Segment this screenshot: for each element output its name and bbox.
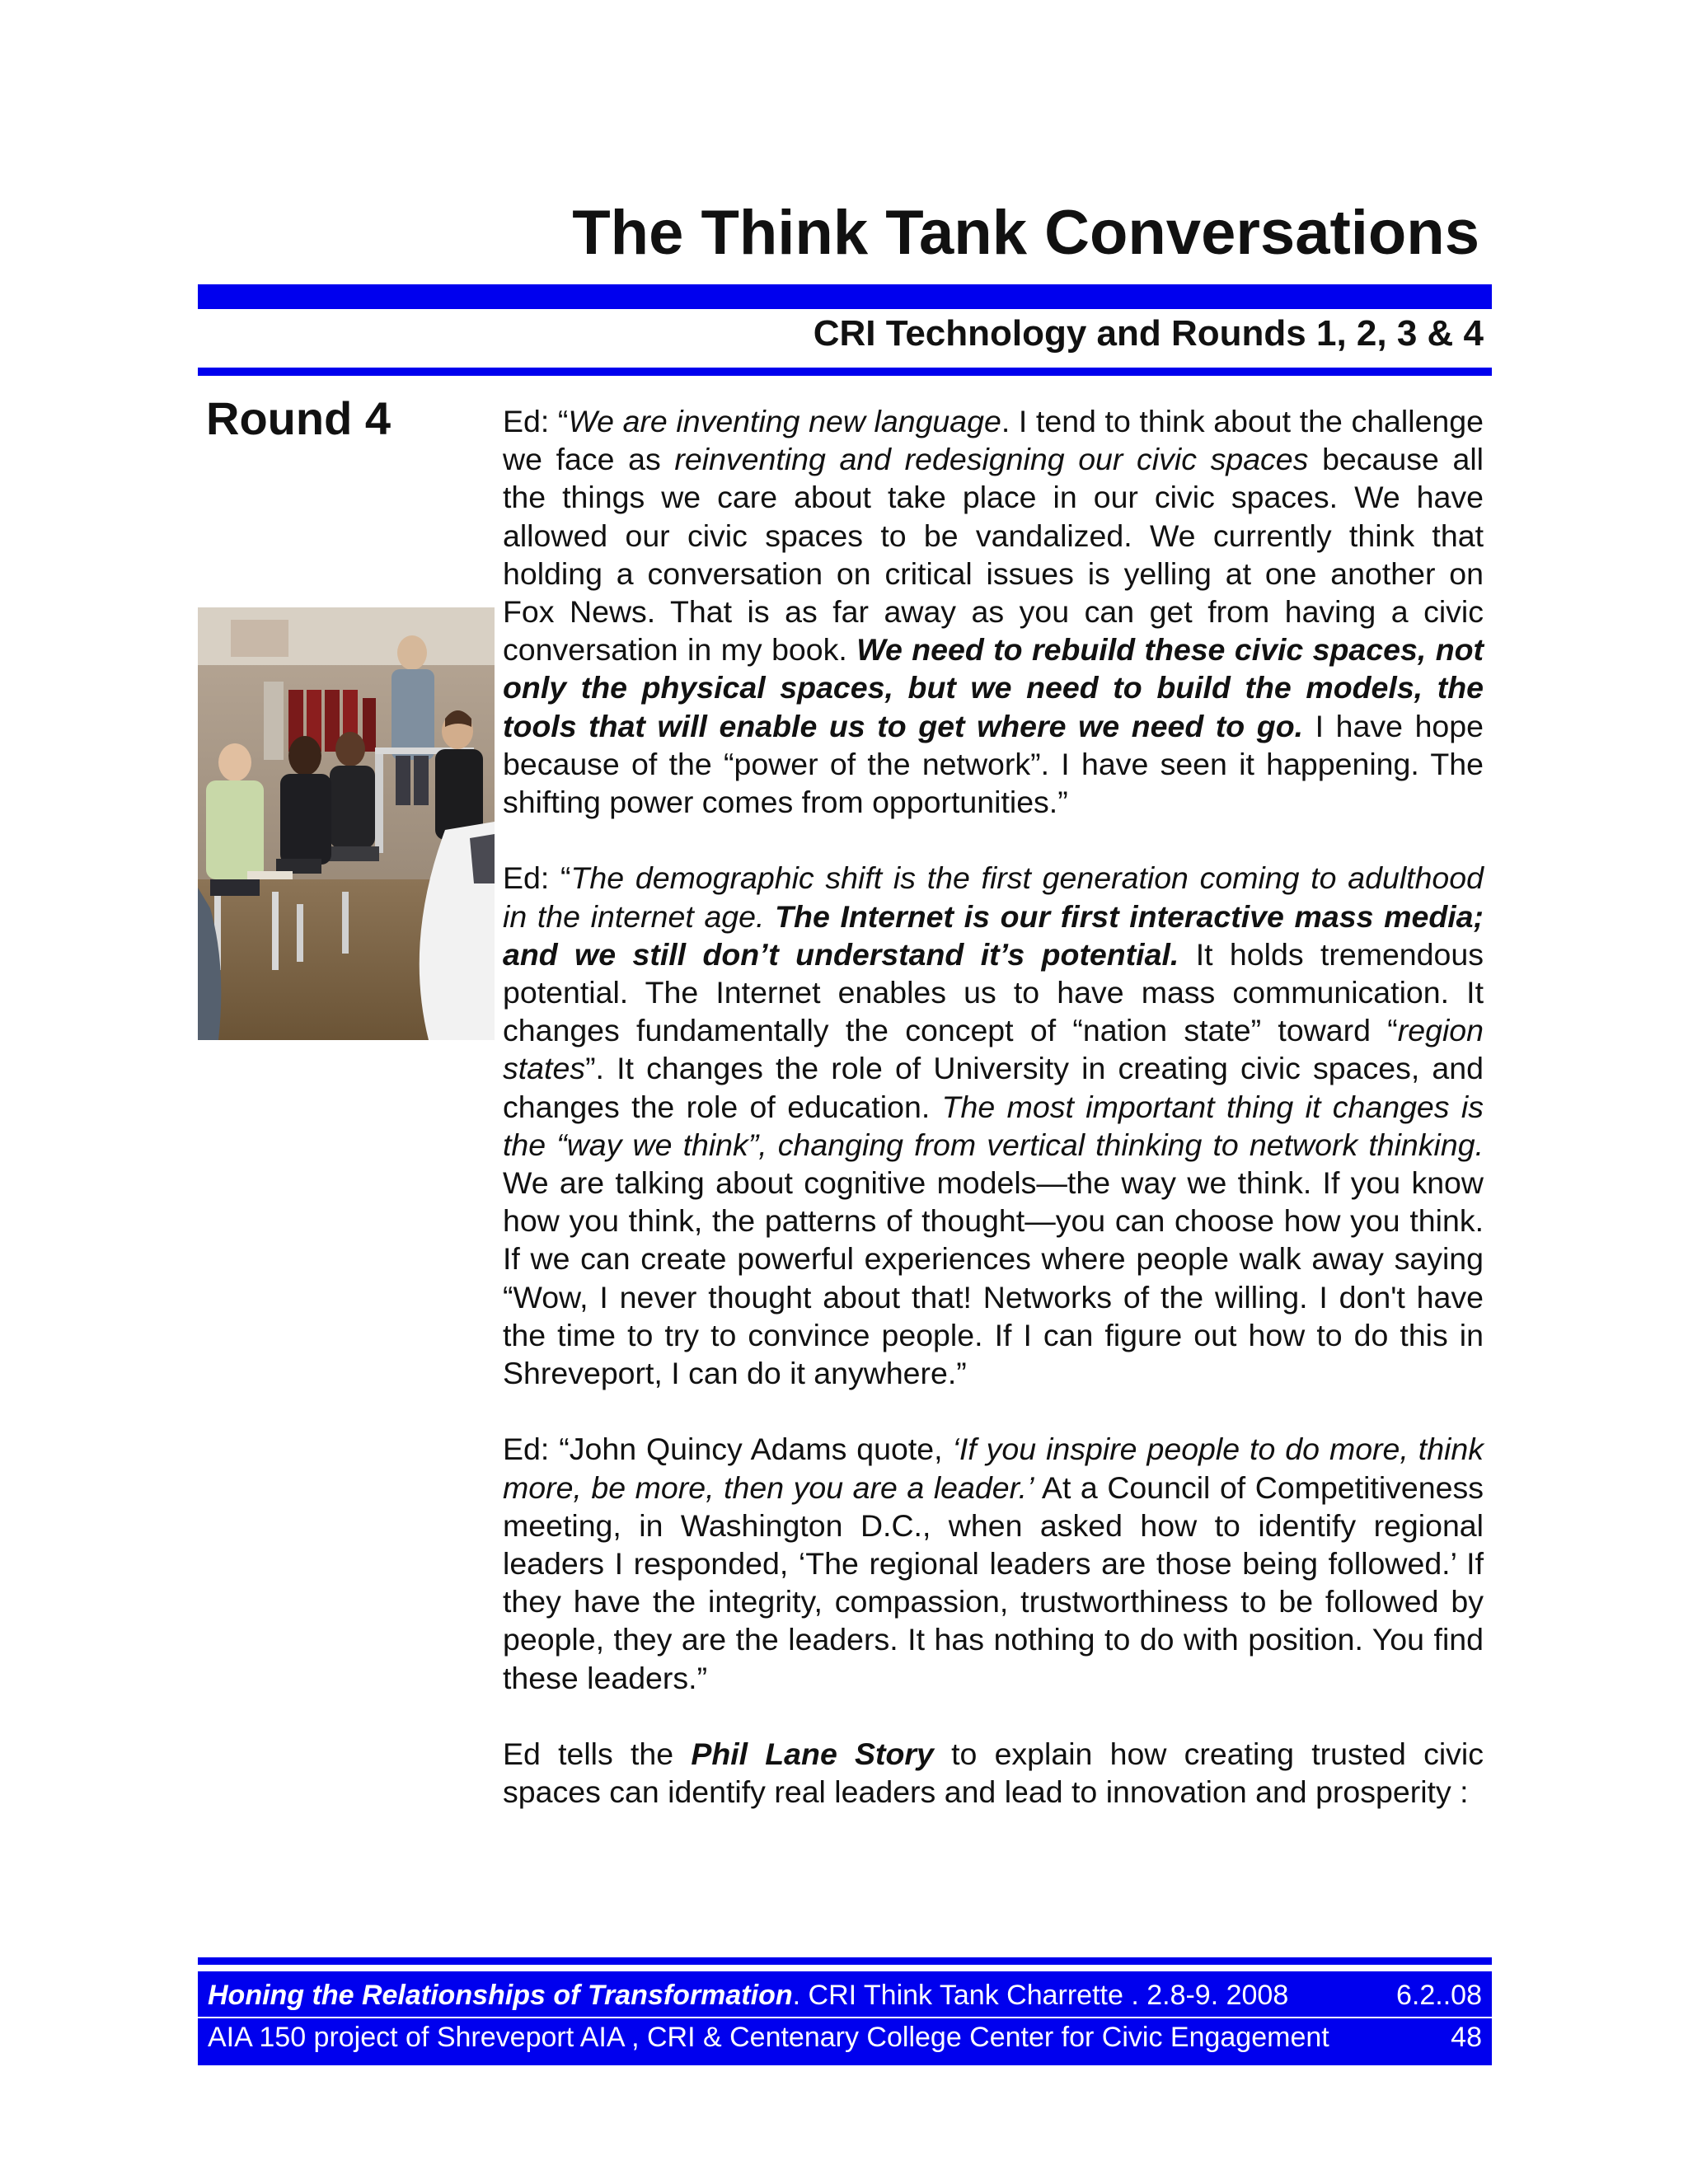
text-run: to explain how creating trusted civic spaces can identify real leaders and lead to innovation and prosperity : [503, 1736, 1484, 1810]
text-run: At a Council of Competitiveness meeting, in Washington D.C., when asked how to identify regional leaders I responded, ‘The regional leaders are those being followed.’ If they have the integrity, compassion, trustworthiness to be followed by people, they are the leaders. It has nothing to do with position. You find these leaders.” [503, 1469, 1484, 1695]
subtitle-rule [198, 368, 1492, 376]
meeting-photo [198, 607, 495, 1040]
text-run: It holds tremendous potential. The Internet enables us to have mass communication. It changes fundamentally the concept of “nation state” toward “ [503, 936, 1484, 1048]
text-run: The demographic shift is the first generation coming to adulthood in the internet age. [503, 860, 1484, 934]
section-subtitle: CRI Technology and Rounds 1, 2, 3 & 4 [813, 313, 1484, 354]
paragraph [503, 859, 1484, 1392]
text-run: ”. It changes the role of University in creating civic spaces, and changes the role of education. [503, 1051, 1484, 1124]
text-run: ‘If you inspire people to do more, think more, be more, then you are a leader.’ [503, 1432, 1484, 1505]
text-run: The most important thing it changes is the “way we think”, changing from vertical thinking to network thinking. [503, 1089, 1484, 1162]
text-run: . I tend to think about the challenge we face as [503, 404, 1484, 477]
text-run: reinventing and redesigning our civic spaces [674, 442, 1309, 477]
paragraph [503, 1430, 1484, 1696]
footer-date: 6.2..08 [1396, 1980, 1482, 2011]
text-run: Ed: “ [503, 860, 571, 896]
footer-citation [208, 1975, 1288, 2016]
text-run: Ed: “John Quincy Adams quote, [503, 1432, 953, 1467]
text-run: We need to rebuild these civic spaces, not only the physical spaces, but we need to build the models, the tools that will enable us to get where we need to go. [503, 632, 1484, 743]
body-text [503, 402, 1484, 1811]
page-number: 48 [1451, 2022, 1482, 2053]
text-run: Ed tells the [503, 1736, 692, 1772]
page-title: The Think Tank Conversations [572, 198, 1479, 268]
footer-publication-title: Honing the Relationships of Transformation [208, 1980, 793, 2011]
round-label: Round 4 [206, 392, 391, 444]
text-run: Ed: “ [503, 404, 569, 438]
footer-band [198, 1971, 1492, 2065]
footer-line-2 [208, 2017, 1482, 2058]
text-run: I have hope because of the “power of the network”. I have seen it happening. The shifting power comes from opportunities.” [503, 708, 1484, 820]
footer-event: . CRI Think Tank Charrette . 2.8-9. 2008 [792, 1980, 1289, 2011]
footer-project: AIA 150 project of Shreveport AIA , CRI & Centenary College Center for Civic Engagement [208, 2022, 1329, 2053]
text-run: We are inventing new language [568, 404, 1001, 438]
text-run: We are talking about cognitive models—the way we think. If you know how you think, the patterns of thought—you can choose how you think. If we can create powerful experiences where people walk away saying “Wow, I never thought about that! Networks of the willing. I don't have the time to try to convince people. If I can figure out how to do this in Shreveport, I can do it anywhere.” [503, 1165, 1484, 1391]
footer-rule [198, 1957, 1492, 1965]
footer-line-1 [208, 1975, 1482, 2016]
text-run: region states [503, 1013, 1484, 1086]
paragraph [503, 402, 1484, 821]
text-run: because all the things we care about take place in our civic spaces. We have allowed our civic spaces to be vandalized. We currently think that holding a conversation on critical issues is yelling at one another on Fox News. That is as far away as you can get from having a civic conversation in my book. [503, 442, 1484, 668]
text-run: The Internet is our first interactive mass media; and we still don’t understand it’s potential. [503, 898, 1484, 972]
paragraph [503, 1735, 1484, 1811]
header-rule [198, 284, 1492, 309]
text-run: Phil Lane Story [691, 1736, 934, 1772]
